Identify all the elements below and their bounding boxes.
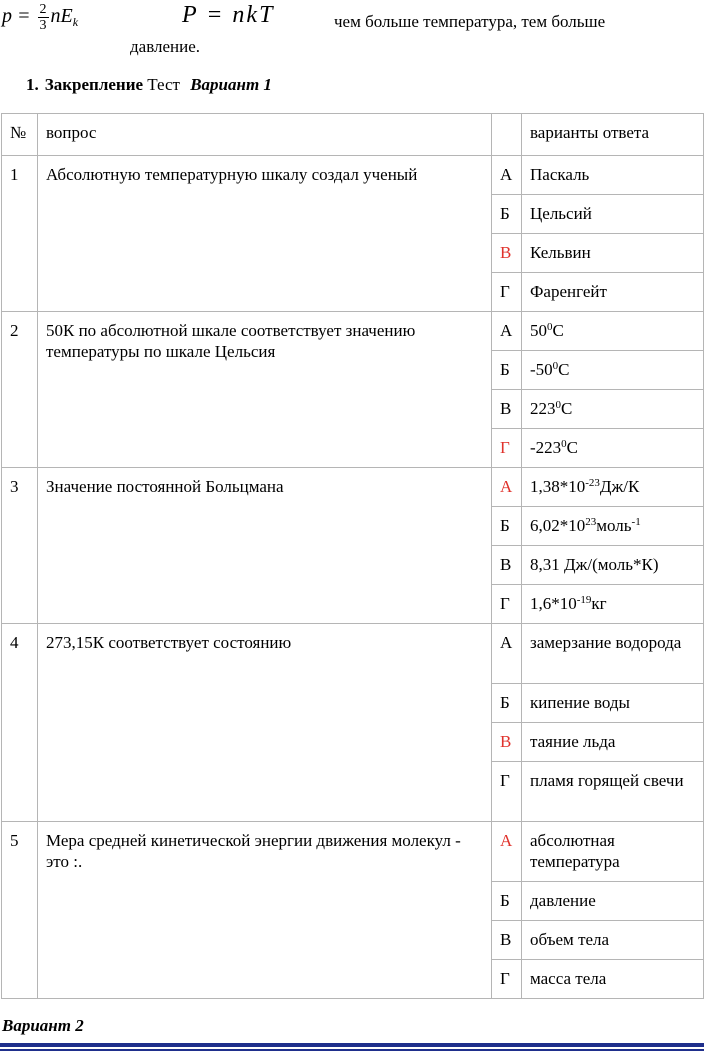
option-text: Кельвин	[522, 234, 704, 273]
option-letter: Б	[492, 507, 522, 546]
option-letter: А	[492, 156, 522, 195]
section-title: Закрепление	[44, 75, 144, 94]
option-letter-correct: Г	[492, 429, 522, 468]
question-text: 50К по абсолютной шкале соответствует значению температуры по шкале Цельсия	[38, 312, 492, 468]
formula-pressure-energy	[2, 2, 78, 33]
option-text: масса тела	[522, 960, 704, 999]
section-variant: Вариант 1	[190, 75, 272, 94]
option-text: $223^0С$	[522, 390, 704, 429]
option-letter: Г	[492, 585, 522, 624]
option-letter: А	[492, 312, 522, 351]
question-number: 1	[2, 156, 38, 312]
option-text: пламя горящей свечи	[522, 762, 704, 822]
option-text: давление	[522, 882, 704, 921]
section-test-label: Тест	[147, 75, 180, 94]
option-letter-correct: А	[492, 468, 522, 507]
option-letter-correct: В	[492, 723, 522, 762]
option-text: Паскаль	[522, 156, 704, 195]
option-letter: Б	[492, 882, 522, 921]
option-letter: Б	[492, 351, 522, 390]
option-letter: А	[492, 624, 522, 684]
intro-text-line1: чем больше температура, тем больше	[334, 12, 606, 31]
option-letter: Б	[492, 684, 522, 723]
option-text: $1,6*10^{-19}кг$	[522, 585, 704, 624]
fraction-denominator: 3	[39, 18, 47, 33]
option-text: кипение воды	[522, 684, 704, 723]
formula-line	[0, 0, 704, 60]
question-text: Мера средней кинетической энергии движения молекул - это :.	[38, 822, 492, 999]
option-text: $6,02*10^{23}моль^{-1}$	[522, 507, 704, 546]
question-text: 273,15К соответствует состоянию	[38, 624, 492, 822]
header-letter	[492, 114, 522, 156]
option-text: таяние льда	[522, 723, 704, 762]
option-letter: Г	[492, 762, 522, 822]
option-text: абсолютная температура	[522, 822, 704, 882]
header-question: вопрос	[38, 114, 492, 156]
section-heading	[26, 75, 272, 95]
table-header-row	[2, 114, 704, 156]
table-row	[2, 624, 704, 684]
quiz-table	[1, 113, 704, 999]
table-row	[2, 468, 704, 507]
option-letter: В	[492, 390, 522, 429]
option-letter: В	[492, 546, 522, 585]
option-text: $1,38*10^{-23}Дж/К$	[522, 468, 704, 507]
option-text: $-223^0С$	[522, 429, 704, 468]
option-text: $50^0С$	[522, 312, 704, 351]
option-letter: В	[492, 921, 522, 960]
section-number: 1.	[26, 75, 39, 94]
option-text: 8,31 Дж/(моль*К)	[522, 546, 704, 585]
option-letter: Г	[492, 273, 522, 312]
option-text: $-50^0С$	[522, 351, 704, 390]
question-number: 3	[2, 468, 38, 624]
table-row	[2, 156, 704, 195]
header-answers: варианты ответа	[522, 114, 704, 156]
divider	[0, 1049, 704, 1051]
formula-lhs: p =	[2, 5, 31, 28]
formula-fraction	[38, 2, 49, 33]
option-letter-correct: А	[492, 822, 522, 882]
formula-rhs: nE	[50, 5, 73, 28]
option-text: замерзание водорода	[522, 624, 704, 684]
intro-text-line2: давление.	[130, 37, 201, 56]
divider	[0, 1043, 704, 1047]
option-letter: Б	[492, 195, 522, 234]
formula-pressure-temperature: P = nkT	[182, 2, 275, 28]
question-text: Абсолютную температурную шкалу создал ученый	[38, 156, 492, 312]
option-text: Цельсий	[522, 195, 704, 234]
table-row	[2, 822, 704, 882]
header-number: №	[2, 114, 38, 156]
table-row	[2, 312, 704, 351]
variant-2-heading: Вариант 2	[2, 1016, 84, 1035]
option-text: объем тела	[522, 921, 704, 960]
question-number: 4	[2, 624, 38, 822]
question-number: 2	[2, 312, 38, 468]
question-text: Значение постоянной Больцмана	[38, 468, 492, 624]
option-letter-correct: В	[492, 234, 522, 273]
fraction-numerator: 2	[39, 2, 47, 17]
question-number: 5	[2, 822, 38, 999]
option-text: Фаренгейт	[522, 273, 704, 312]
option-letter: Г	[492, 960, 522, 999]
formula-subscript: k	[72, 15, 79, 30]
